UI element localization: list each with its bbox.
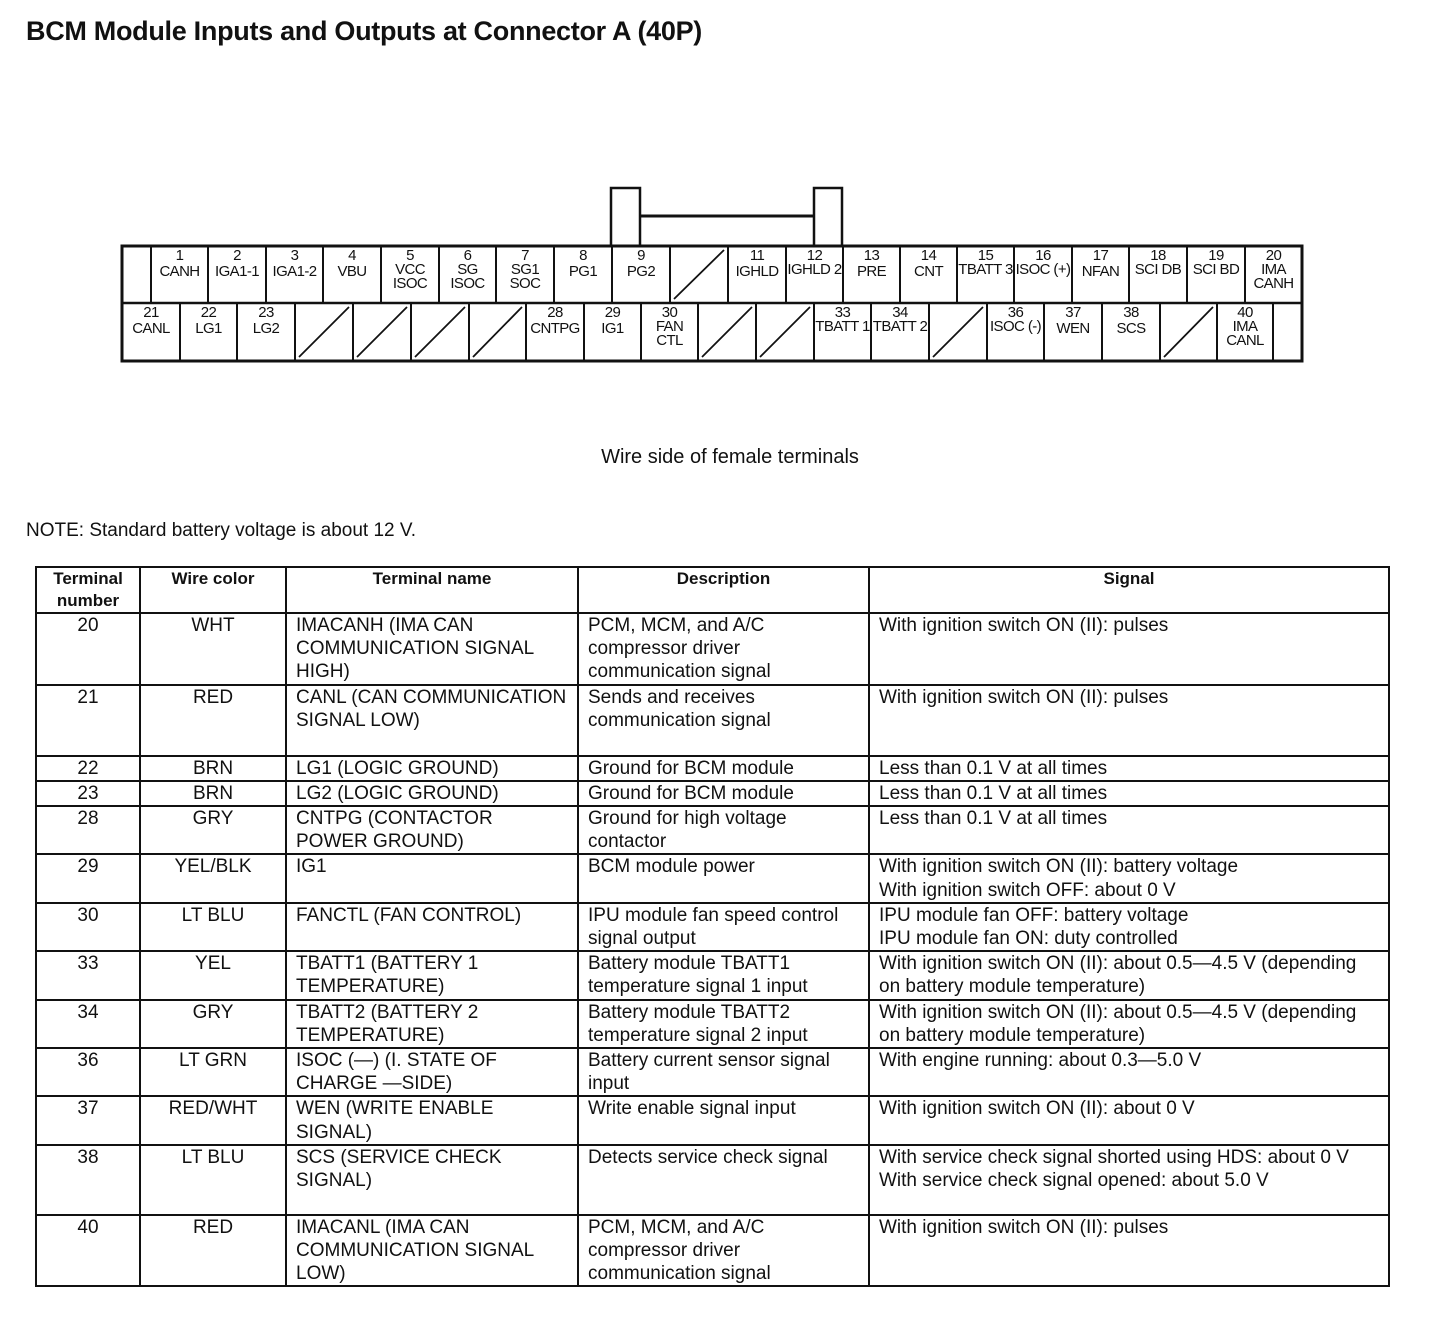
terminal-34 [871,306,929,334]
signal-line: With ignition switch ON (II): about 0 V [879,1098,1195,1120]
table-row [36,854,1389,902]
cell-description: Ground for BCM module [578,756,869,781]
cell-terminal-number: 36 [36,1048,140,1096]
table-row [36,685,1389,756]
cell-description: IPU module fan speed control signal output [578,903,869,951]
terminal-22 [180,306,237,336]
terminal-30 [641,306,698,348]
table-row [36,951,1389,999]
cell-wire-color: WHT [140,613,286,685]
terminal-label: ISOC (+) [1015,261,1071,278]
cell-signal [869,685,1389,756]
terminal-number: 23 [258,304,274,321]
table-row [36,756,1389,781]
cell-signal [869,1000,1389,1048]
terminal-40 [1217,306,1273,348]
header-terminal-number: Terminal number [36,567,140,613]
terminal-number: 13 [863,247,880,264]
signal-line: With ignition switch ON (II): pulses [879,615,1169,636]
cell-terminal-name: CANL (CAN COMMUNICATION SIGNAL LOW) [286,685,578,756]
cell-description: PCM, MCM, and A/C compressor driver communication signal [578,613,869,685]
cell-terminal-number: 28 [36,806,140,854]
terminal-number: 18 [1150,247,1166,264]
table-row [36,1215,1389,1287]
terminal-number: 37 [1065,304,1081,321]
terminal-table [35,566,1390,1287]
cell-terminal-name: FANCTL (FAN CONTROL) [286,903,578,951]
terminal-18 [1129,249,1187,277]
terminal-label: VBU [337,263,367,280]
terminal-11 [728,249,786,279]
terminal-number: 20 [1265,247,1282,264]
terminal-number: 22 [200,304,217,321]
terminal-label: SCI DB [1134,261,1182,278]
terminal-label: WEN [1056,320,1090,337]
cell-terminal-name: LG2 (LOGIC GROUND) [286,781,578,806]
table-row [36,806,1389,854]
terminal-label: FAN CTL [655,318,684,349]
terminal-9 [612,249,670,279]
cell-signal [869,1145,1389,1215]
terminal-19 [1187,249,1245,277]
terminal-number: 17 [1092,247,1109,264]
signal-line: With ignition switch OFF: about 0 V [879,879,1176,901]
signal-line: With ignition switch ON (II): about 0.5—4.5 V (depending on battery module temperature) [879,953,1357,998]
header-description: Description [578,567,869,613]
terminal-label: CANH [159,263,200,280]
terminal-33 [814,306,871,334]
cell-description: Sends and receives communication signal [578,685,869,756]
terminal-36 [987,306,1044,334]
terminal-14 [900,249,957,279]
cell-terminal-name: SCS (SERVICE CHECK SIGNAL) [286,1145,578,1215]
table-row [36,1000,1389,1048]
cell-terminal-number: 20 [36,613,140,685]
terminal-23 [237,306,295,336]
cell-wire-color: LT BLU [140,903,286,951]
cell-wire-color: GRY [140,1000,286,1048]
cell-wire-color: RED/WHT [140,1096,286,1144]
cell-terminal-name: IMACANL (IMA CAN COMMUNICATION SIGNAL LOW) [286,1215,578,1287]
terminal-8 [554,249,612,279]
terminal-2 [208,249,266,279]
terminal-number: 40 [1237,304,1253,321]
cell-terminal-number: 40 [36,1215,140,1287]
cell-description: Battery module TBATT2 temperature signal 2 input [578,1000,869,1048]
cell-terminal-number: 22 [36,756,140,781]
cell-wire-color: GRY [140,806,286,854]
cell-terminal-number: 34 [36,1000,140,1048]
terminal-number: 3 [290,247,299,264]
terminal-label: NFAN [1081,263,1120,280]
signal-line: With service check signal shorted using HDS: about 0 V [879,1146,1349,1168]
terminal-number: 8 [579,247,587,264]
cell-signal [869,613,1389,685]
table-row [36,613,1389,685]
terminal-number: 7 [521,247,529,264]
terminal-label: IG1 [601,320,624,337]
signal-line: With ignition switch ON (II): battery voltage [879,856,1239,878]
terminal-label: VCC ISOC [392,261,428,292]
terminal-28 [526,306,584,336]
terminal-number: 5 [406,247,414,264]
signal-line: IPU module fan OFF: battery voltage [879,904,1189,926]
cell-terminal-name: CNTPG (CONTACTOR POWER GROUND) [286,806,578,854]
cell-wire-color: YEL [140,951,286,999]
terminal-label: SCS [1116,320,1146,337]
terminal-label: IMA CANH [1253,261,1294,292]
cell-description: Battery module TBATT1 temperature signal 1 input [578,951,869,999]
header-terminal-name: Terminal name [286,567,578,613]
terminal-number: 33 [834,304,851,321]
terminal-12 [786,249,843,277]
terminal-label: IGHLD 2 [787,261,842,278]
table-row [36,1048,1389,1096]
cell-terminal-number: 38 [36,1145,140,1215]
terminal-number: 29 [604,304,621,321]
terminal-number: 28 [547,304,563,321]
cell-description: PCM, MCM, and A/C compressor driver communication signal [578,1215,869,1287]
terminal-label: TBATT 1 [815,318,870,335]
terminal-label: IGHLD [735,263,779,280]
terminal-number: 30 [661,304,678,321]
terminal-label: ISOC (-) [989,318,1042,335]
note-text: NOTE: Standard battery voltage is about 12 V. [26,520,417,541]
terminal-label: LG1 [195,320,222,337]
terminal-number: 16 [1035,247,1051,264]
terminal-number: 1 [175,247,184,264]
terminal-number: 12 [806,247,823,264]
terminal-15 [957,249,1014,277]
terminal-label: CANL [132,320,170,337]
terminal-label: TBATT 3 [958,261,1013,278]
terminal-label: IMA CANL [1226,318,1264,349]
terminal-7 [496,249,554,291]
terminal-13 [843,249,900,279]
signal-line: With ignition switch ON (II): about 0.5—4.5 V (depending on battery module temperature) [879,1001,1357,1046]
signal-line: With ignition switch ON (II): pulses [879,686,1169,708]
terminal-number: 11 [749,247,765,264]
table-row [36,903,1389,951]
terminal-number: 34 [892,304,908,321]
cell-signal [869,951,1389,999]
cell-wire-color: BRN [140,756,286,781]
terminal-label: SG1 SOC [509,261,541,292]
terminal-16 [1014,249,1072,277]
cell-terminal-name: ISOC (—) (I. STATE OF CHARGE —SIDE) [286,1048,578,1096]
cell-wire-color: YEL/BLK [140,854,286,902]
terminal-label: CNTPG [530,320,580,337]
terminal-4 [323,249,381,279]
cell-signal [869,781,1389,806]
terminal-3 [266,249,323,279]
cell-terminal-number: 23 [36,781,140,806]
cell-signal [869,756,1389,781]
terminal-label: SCI BD [1192,261,1240,278]
signal-line: IPU module fan ON: duty controlled [879,928,1178,950]
terminal-label: SG ISOC [450,261,485,292]
terminal-number: 21 [143,304,159,321]
terminal-label: IGA1-2 [272,263,317,280]
cell-signal [869,1096,1389,1144]
cell-terminal-name: IMACANH (IMA CAN COMMUNICATION SIGNAL HIGH) [286,613,578,685]
signal-line: Less than 0.1 V at all times [879,782,1108,804]
terminal-6 [439,249,496,291]
header-wire-color: Wire color [140,567,286,613]
page-title: BCM Module Inputs and Outputs at Connector A (40P) [26,16,702,46]
cell-terminal-number: 30 [36,903,140,951]
diagram-caption: Wire side of female terminals [601,446,859,468]
terminal-number: 38 [1123,304,1139,321]
signal-line: With ignition switch ON (II): pulses [879,1216,1169,1238]
cell-terminal-number: 33 [36,951,140,999]
terminal-number: 9 [637,247,645,264]
connector-diagram [0,0,1440,420]
terminal-number: 36 [1007,304,1024,321]
terminal-number: 6 [463,247,472,264]
cell-wire-color: LT GRN [140,1048,286,1096]
terminal-label: CNT [913,263,944,280]
cell-terminal-number: 37 [36,1096,140,1144]
cell-terminal-name: LG1 (LOGIC GROUND) [286,756,578,781]
terminal-label: LG2 [252,320,280,337]
terminal-number: 15 [977,247,994,264]
connector-outline [0,0,1440,420]
table-header-row [36,567,1389,613]
cell-signal [869,1048,1389,1096]
terminal-number: 19 [1208,247,1224,264]
cell-wire-color: RED [140,1215,286,1287]
terminal-21 [122,306,180,336]
header-signal: Signal [869,567,1389,613]
cell-signal [869,903,1389,951]
cell-description: Write enable signal input [578,1096,869,1144]
cell-terminal-name: IG1 [286,854,578,902]
cell-description: Ground for high voltage contactor [578,806,869,854]
signal-line: With service check signal opened: about 5.0 V [879,1170,1269,1192]
terminal-29 [584,306,641,336]
signal-line: Less than 0.1 V at all times [879,757,1108,779]
cell-wire-color: RED [140,685,286,756]
cell-terminal-number: 21 [36,685,140,756]
terminal-17 [1072,249,1129,279]
terminal-5 [381,249,439,291]
cell-terminal-name: TBATT1 (BATTERY 1 TEMPERATURE) [286,951,578,999]
terminal-number: 2 [233,247,241,264]
terminal-label: PG1 [568,263,598,280]
terminal-label: PRE [856,263,887,280]
signal-line: Less than 0.1 V at all times [879,808,1108,830]
cell-wire-color: LT BLU [140,1145,286,1215]
cell-description: Battery current sensor signal input [578,1048,869,1096]
cell-terminal-number: 29 [36,854,140,902]
table-row [36,781,1389,806]
cell-description: Ground for BCM module [578,781,869,806]
cell-terminal-name: TBATT2 (BATTERY 2 TEMPERATURE) [286,1000,578,1048]
cell-description: BCM module power [578,854,869,902]
cell-signal [869,854,1389,902]
table-row [36,1096,1389,1144]
terminal-38 [1102,306,1160,336]
terminal-number: 14 [920,247,937,264]
cell-wire-color: BRN [140,781,286,806]
signal-line: With engine running: about 0.3—5.0 V [879,1050,1202,1072]
cell-signal [869,1215,1389,1287]
terminal-number: 4 [348,247,356,264]
terminal-label: PG2 [626,263,656,280]
terminal-20 [1245,249,1302,291]
terminal-label: IGA1-1 [215,263,259,280]
cell-description: Detects service check signal [578,1145,869,1215]
cell-terminal-name: WEN (WRITE ENABLE SIGNAL) [286,1096,578,1144]
table-row [36,1145,1389,1215]
terminal-label: TBATT 2 [872,318,928,335]
terminal-1 [151,249,208,279]
terminal-37 [1044,306,1102,336]
cell-signal [869,806,1389,854]
